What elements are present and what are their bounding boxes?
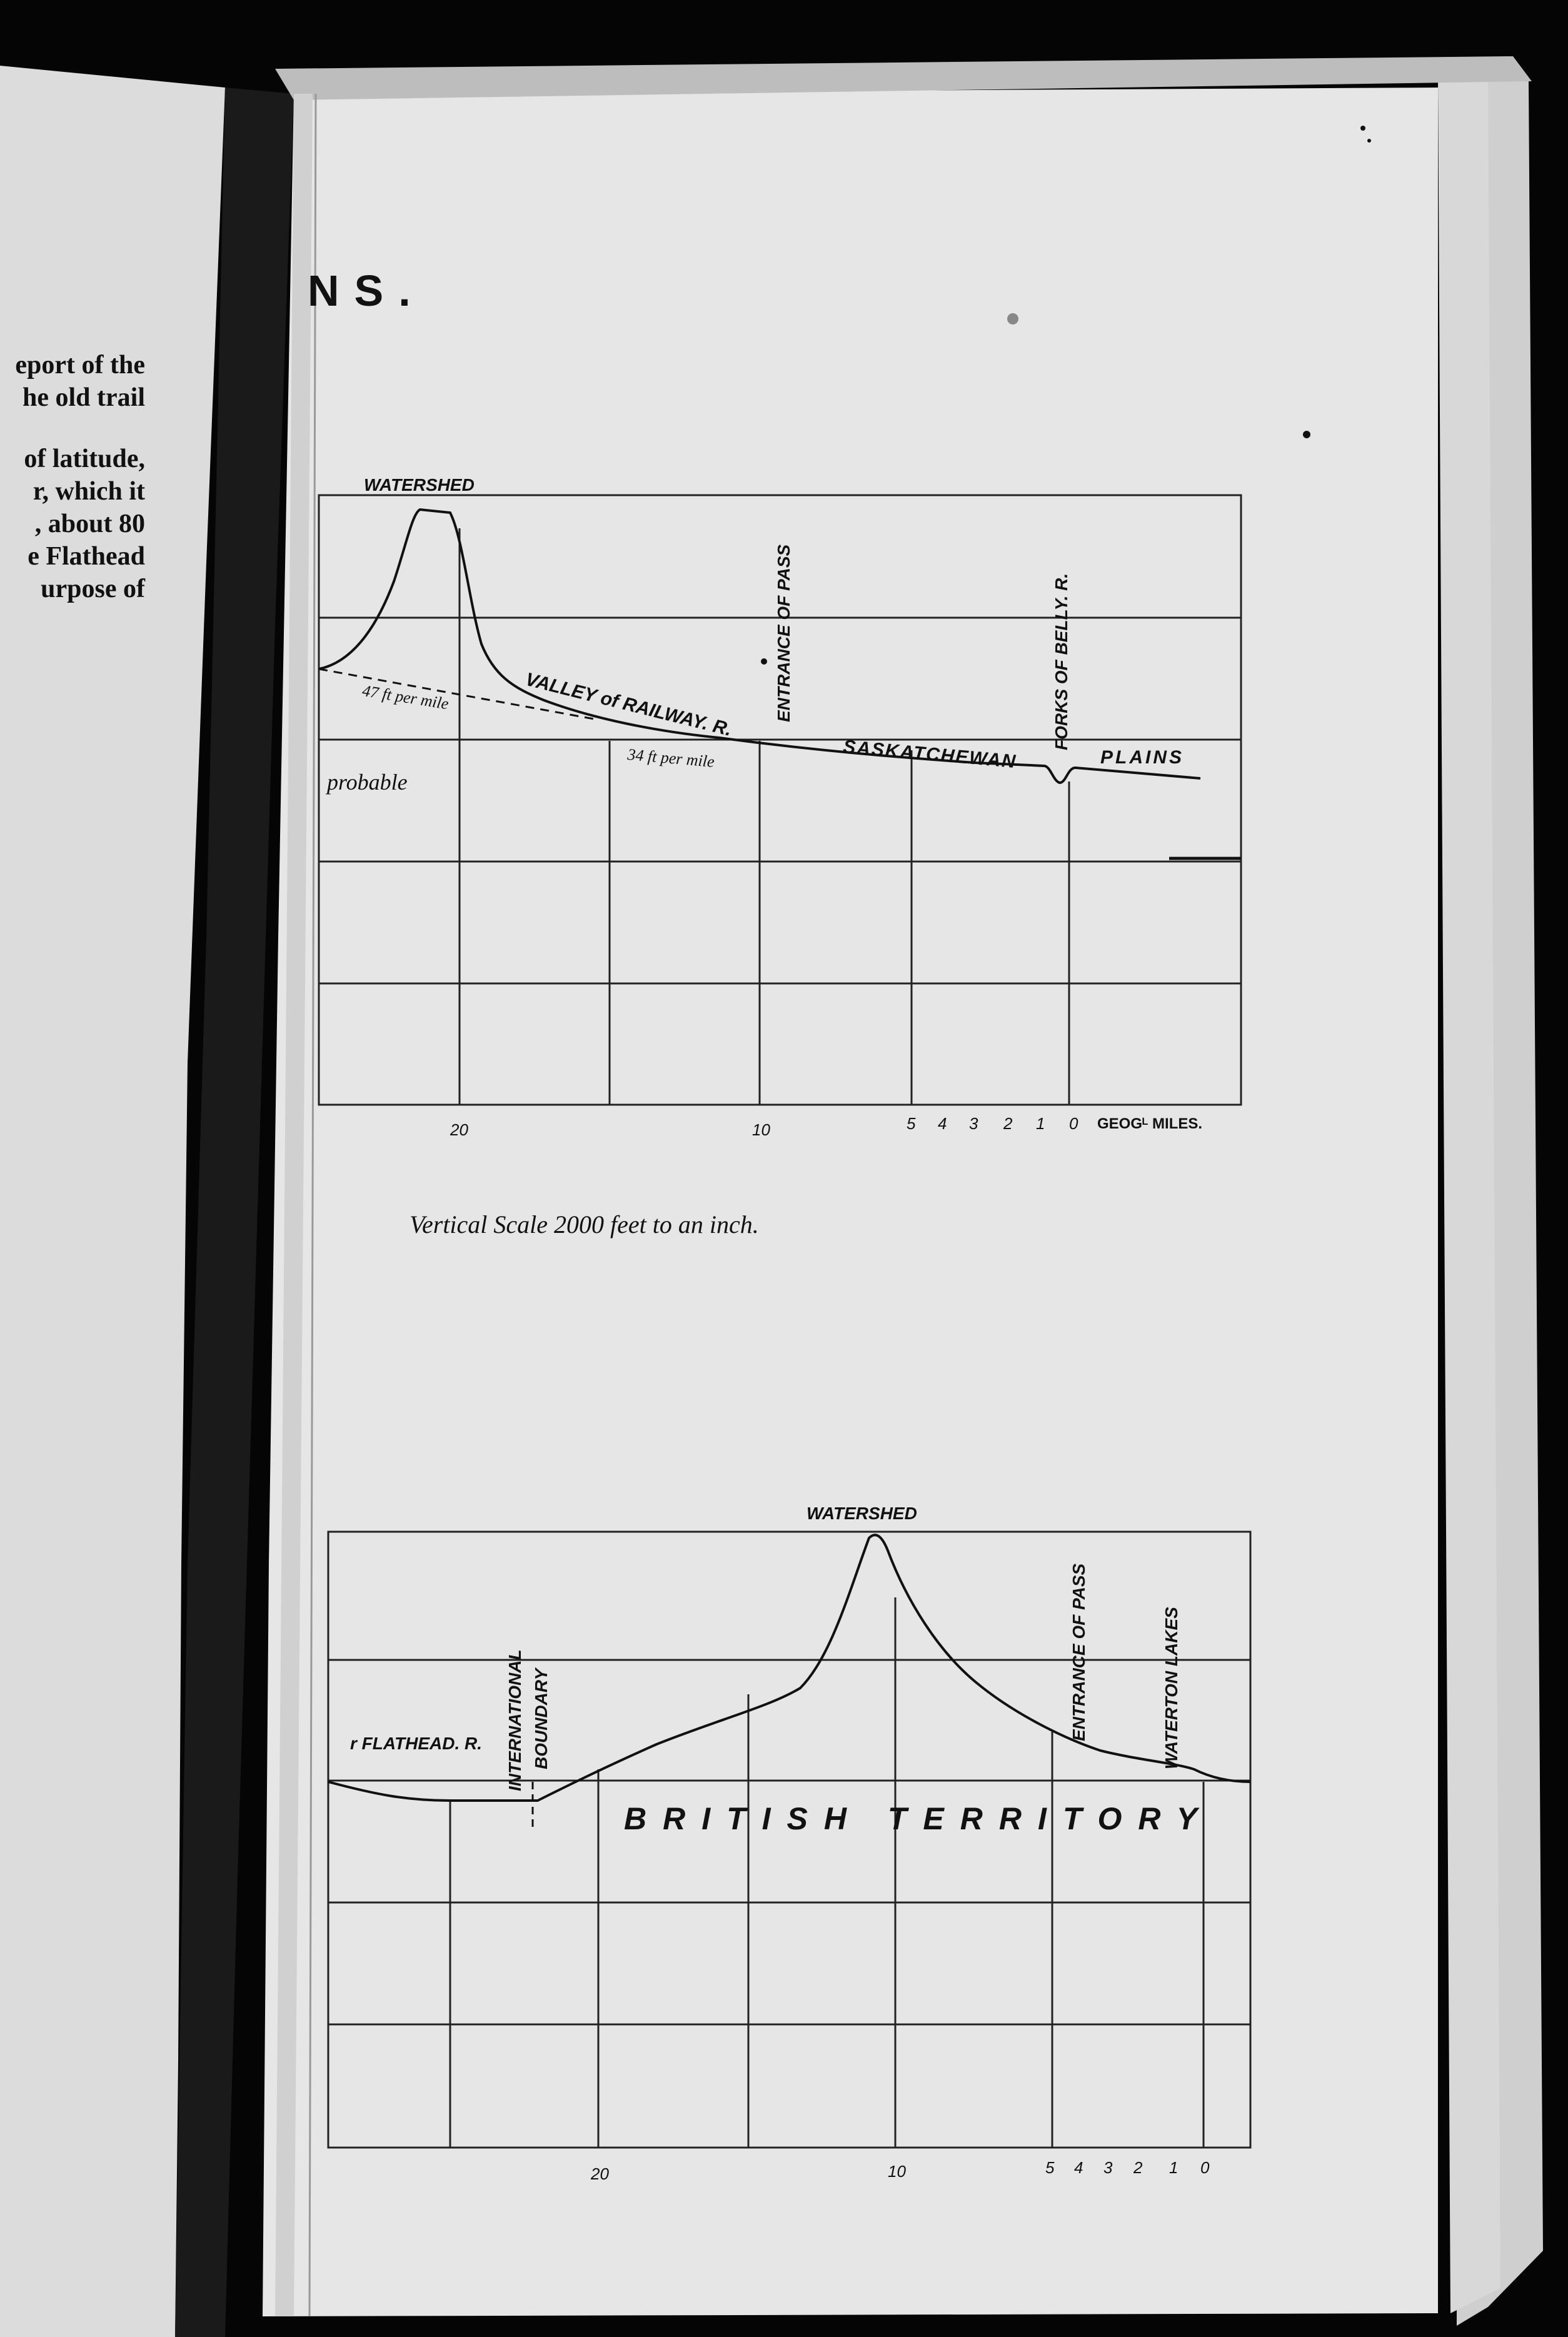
top-tick-label: 4 <box>938 1114 947 1133</box>
gradient-34-label: 34 ft per mile <box>626 745 715 771</box>
top-watershed-label: WATERSHED <box>364 475 475 495</box>
top-tick-label: 2 <box>1003 1114 1013 1133</box>
top-tick-label: 1 <box>1036 1114 1045 1133</box>
right-page <box>263 88 1438 2316</box>
axis-unit-label: GEOGᴸ MILES. <box>1097 1115 1203 1132</box>
flathead-label: r FLATHEAD. R. <box>350 1734 483 1753</box>
waterton-lakes-label: WATERTON LAKES <box>1162 1607 1181 1769</box>
top-tick-label: 0 <box>1069 1114 1078 1133</box>
top-tick-label: 10 <box>752 1120 770 1139</box>
international-label: INTERNATIONAL <box>505 1649 525 1791</box>
left-text-line: e Flathead <box>28 542 145 571</box>
left-text-line: urpose of <box>41 575 145 603</box>
bottom-tick-label: 5 <box>1045 2158 1055 2177</box>
valley-label: VALLEY of RAILWAY. R. <box>523 669 734 741</box>
top-tick-label: 3 <box>969 1114 978 1133</box>
bottom-tick-label: 10 <box>888 2162 906 2181</box>
top-tick-label: 5 <box>907 1114 916 1133</box>
vertical-scale-caption: Vertical Scale 2000 feet to an inch. <box>410 1210 759 1239</box>
forks-of-belly-label: FORKS OF BELLY. R. <box>1052 573 1071 750</box>
bottom-watershed-label: WATERSHED <box>807 1504 917 1523</box>
page-heading-fragment: NS. <box>308 266 426 315</box>
bottom-tick-label: 3 <box>1103 2158 1113 2177</box>
top-entrance-label: ENTRANCE OF PASS <box>774 544 793 722</box>
top-tick-label: 20 <box>450 1120 468 1139</box>
bottom-tick-label: 20 <box>591 2164 609 2183</box>
bottom-tick-label: 4 <box>1074 2158 1083 2177</box>
bottom-entrance-label: ENTRANCE OF PASS <box>1069 1563 1088 1741</box>
bottom-tick-label: 0 <box>1200 2158 1210 2177</box>
british-territory-label: BRITISH TERRITORY <box>624 1801 1214 1836</box>
left-text-line: , about 80 <box>34 510 145 538</box>
saskatchewan-label: SASKATCHEWAN <box>842 736 1018 773</box>
left-text-line: he old trail <box>23 383 145 412</box>
left-text-line: r, which it <box>33 477 145 506</box>
bottom-tick-label: 1 <box>1169 2158 1179 2177</box>
gradient-47-label: 47 ft per mile <box>361 681 450 713</box>
plains-label: PLAINS <box>1100 747 1185 768</box>
boundary-label: BOUNDARY <box>531 1668 551 1769</box>
bottom-tick-label: 2 <box>1133 2158 1143 2177</box>
left-text-line: of latitude, <box>24 445 145 473</box>
left-text-line: eport of the <box>15 351 145 379</box>
probable-label: probable <box>327 770 408 795</box>
